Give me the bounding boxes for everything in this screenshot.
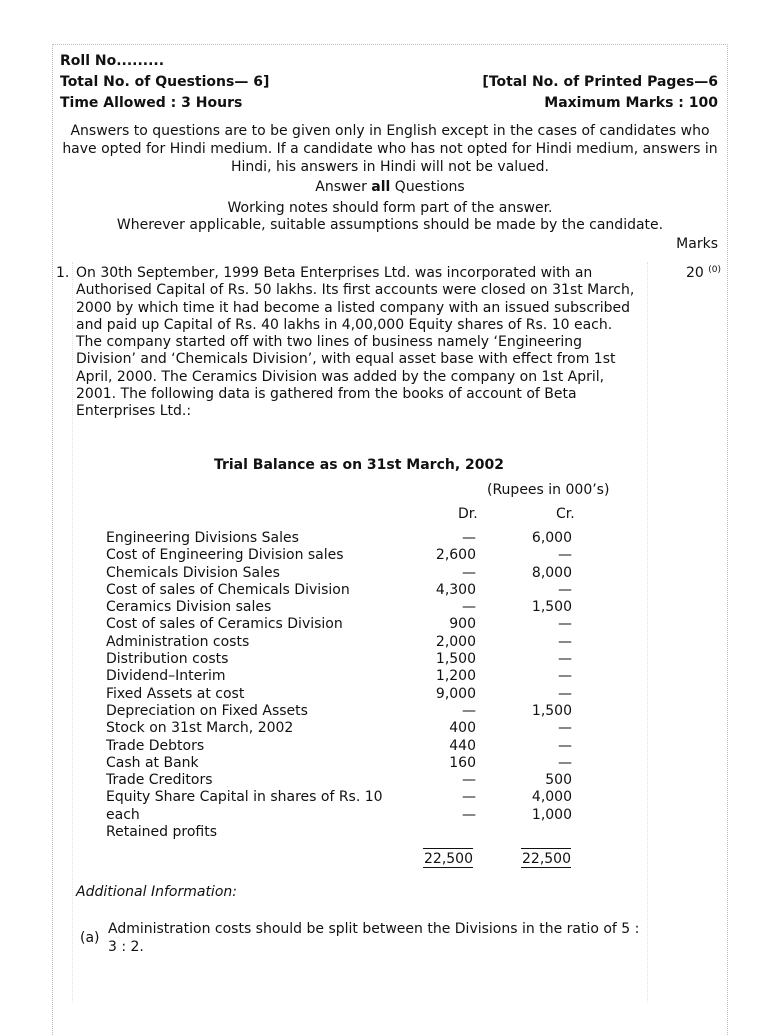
row-dr-value: 440 <box>449 737 476 754</box>
row-label: Trade Debtors <box>106 737 205 754</box>
table-row <box>106 668 606 685</box>
row-dr-value: 9,000 <box>435 685 476 702</box>
answer-prefix: Answer <box>315 179 372 195</box>
row-cr-value: — <box>558 685 572 702</box>
sub-question-a-label: (a) <box>80 930 100 946</box>
row-label: Cost of sales of Chemicals Division <box>106 581 350 598</box>
row-label: Fixed Assets at cost <box>106 685 245 702</box>
row-dr-value: — <box>462 806 476 823</box>
time-allowed: Time Allowed : 3 Hours <box>60 95 243 111</box>
row-label: Dividend–Interim <box>106 668 226 685</box>
table-row <box>106 582 606 599</box>
row-label: each <box>106 806 140 823</box>
question-marks-sup: (0) <box>708 265 722 275</box>
table-row <box>106 720 606 737</box>
roll-no: Roll No......... <box>60 53 165 69</box>
working-notes-instruction: Working notes should form part of the answer. <box>227 200 553 216</box>
row-label: Depreciation on Fixed Assets <box>106 702 308 719</box>
table-row <box>106 703 606 720</box>
row-dr-value: — <box>462 530 476 546</box>
row-dr-value: — <box>462 564 476 581</box>
row-label: Ceramics Division sales <box>106 599 272 616</box>
table-row <box>106 789 606 806</box>
table-row <box>106 772 606 789</box>
row-dr-value: 2,600 <box>435 547 476 564</box>
table-row <box>106 807 606 824</box>
cr-column-header: Cr. <box>556 506 575 522</box>
row-label: Stock on 31st March, 2002 <box>106 720 294 737</box>
row-cr-value: 6,000 <box>531 530 572 546</box>
total-questions: Total No. of Questions— 6] <box>60 74 270 90</box>
row-label: Chemicals Division Sales <box>106 564 280 581</box>
table-row <box>106 824 606 841</box>
row-cr-value: — <box>558 547 572 564</box>
row-label: Administration costs <box>106 633 250 650</box>
row-dr-value: — <box>462 772 476 789</box>
row-label: Engineering Divisions Sales <box>106 530 299 546</box>
question-marks <box>686 265 721 281</box>
row-label: Cost of sales of Ceramics Division <box>106 616 343 633</box>
table-row <box>106 530 606 547</box>
question-marks-value: 20 <box>686 265 704 281</box>
row-cr-value: — <box>558 754 572 771</box>
row-dr-value: 160 <box>449 754 476 771</box>
row-dr-value: 2,000 <box>435 633 476 650</box>
row-dr-value: 400 <box>449 720 476 737</box>
dr-column-header: Dr. <box>458 506 478 522</box>
row-label: Cost of Engineering Division sales <box>106 547 344 564</box>
row-cr-value: 4,000 <box>531 789 572 806</box>
table-row <box>106 755 606 772</box>
question-para-1: On 30th September, 1999 Beta Enterprises Ltd. was incorporated with an Authorised Capital of Rs. 50 lakhs. Its first accounts were closed on 31st March, 2000 by which time it had become a listed company with an issued subscribed and paid up Capital of Rs. 40 lakhs in 4,00,000 Equity shares of Rs. 10 each. <box>76 265 635 333</box>
total-cr: 22,500 <box>521 848 571 868</box>
table-row <box>106 547 606 564</box>
answer-suffix: Questions <box>390 179 465 195</box>
table-row <box>106 565 606 582</box>
row-label: Retained profits <box>106 824 217 841</box>
row-dr-value: — <box>462 789 476 806</box>
row-label: Equity Share Capital in shares of Rs. 10 <box>106 789 383 806</box>
row-cr-value: 8,000 <box>531 564 572 581</box>
row-cr-value: 1,000 <box>531 806 572 823</box>
row-cr-value: 1,500 <box>531 599 572 616</box>
assumptions-instruction: Wherever applicable, suitable assumptions should be made by the candidate. <box>116 217 664 233</box>
sub-question-a-text: Administration costs should be split between the Divisions in the ratio of 5 : 3 : 2. <box>108 921 640 955</box>
row-cr-value: 1,500 <box>531 702 572 719</box>
total-dr: 22,500 <box>423 848 473 868</box>
row-dr-value: 900 <box>449 616 476 633</box>
answer-all-instruction <box>60 178 720 196</box>
row-cr-value: — <box>558 720 572 737</box>
question-number: 1. <box>56 265 70 281</box>
table-row <box>106 686 606 703</box>
trial-balance-title: Trial Balance as on 31st March, 2002 <box>213 457 505 473</box>
table-row <box>106 634 606 651</box>
trial-balance-unit: (Rupees in 000’s) <box>487 482 610 498</box>
row-cr-value: 500 <box>545 772 572 789</box>
table-row <box>106 651 606 668</box>
row-cr-value: — <box>558 616 572 633</box>
total-printed-pages: [Total No. of Printed Pages—6 <box>482 74 718 90</box>
row-cr-value: — <box>558 633 572 650</box>
table-row <box>106 616 606 633</box>
marks-label: Marks <box>676 236 718 252</box>
row-dr-value: 1,500 <box>435 651 476 668</box>
row-dr-value: — <box>462 702 476 719</box>
row-dr-value: 4,300 <box>435 581 476 598</box>
row-cr-value: — <box>558 581 572 598</box>
table-row <box>106 738 606 755</box>
row-label: Cash at Bank <box>106 754 199 771</box>
row-dr-value: 1,200 <box>435 668 476 685</box>
row-cr-value: — <box>558 737 572 754</box>
row-cr-value: — <box>558 668 572 685</box>
row-label: Distribution costs <box>106 651 229 668</box>
question-text <box>76 265 646 421</box>
maximum-marks: Maximum Marks : 100 <box>544 95 718 111</box>
row-label: Trade Creditors <box>106 772 213 789</box>
table-row <box>106 599 606 616</box>
medium-instruction: Answers to questions are to be given only in English except in the cases of candidates who have opted for Hindi medium. If a candidate who has not opted for Hindi medium, answers in Hindi, his answers in Hindi will not be valued. <box>62 123 718 175</box>
additional-information-label: Additional Information: <box>76 884 237 900</box>
answer-bold: all <box>371 179 391 195</box>
row-dr-value: — <box>462 599 476 616</box>
row-cr-value: — <box>558 651 572 668</box>
trial-balance-rows <box>106 530 606 841</box>
question-para-2: The company started off with two lines of business namely ‘Engineering Division’ and ‘Chemicals Division’, with equal asset base with effect from 1st April, 2000. The Ceramics Division was added by the company on 1st April, 2001. The following data is gathered from the books of account of Beta Enterprises Ltd.: <box>76 334 616 420</box>
